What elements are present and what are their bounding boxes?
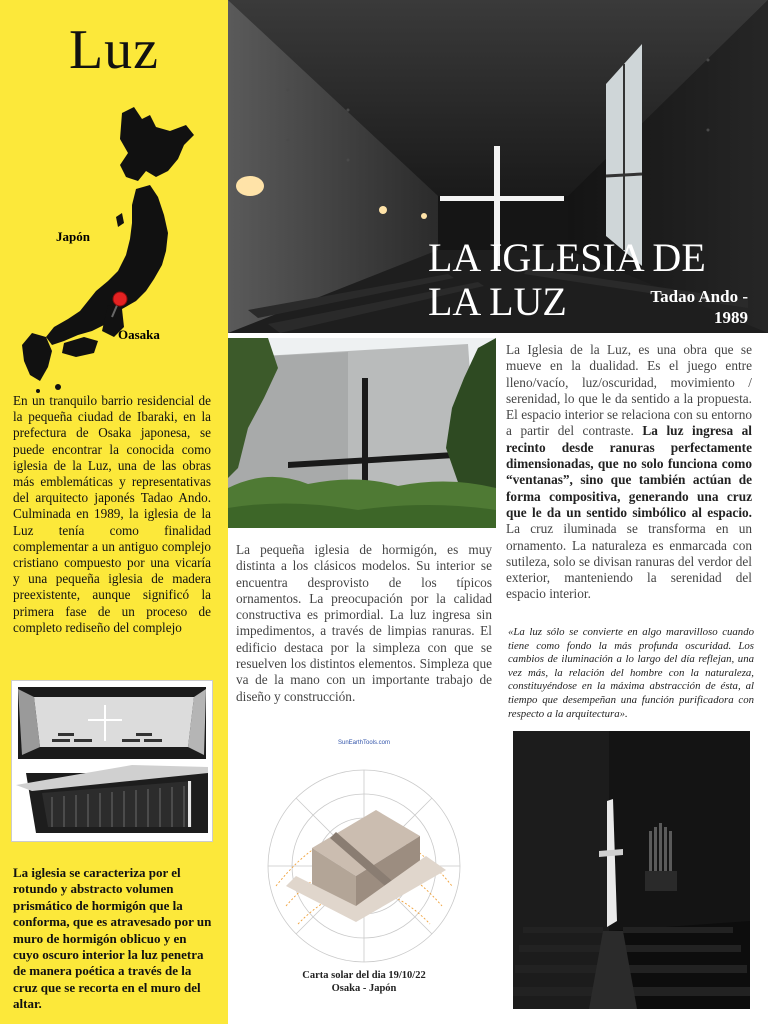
map-label-japon: Japón <box>56 229 90 244</box>
hero-author <box>600 286 748 328</box>
japan-map <box>18 105 228 395</box>
section-drawing <box>11 680 213 842</box>
sun-chart-caption <box>246 970 482 995</box>
ando-quote: «La luz sólo se convierte en algo maravilloso cuando tiene como fondo la más profunda oscuridad. Los cambios de iluminación a lo largo del día reflejan, una vez más, la relación del hombre con la naturaleza, constituyéndose en la máxima abstracción de ésta, al tiempo que desempeñan una función purificadora con respecto a la arquitectura». <box>508 626 754 720</box>
hero-title-line1: LA IGLESIA DE <box>428 235 706 280</box>
facade-photo <box>228 338 496 528</box>
summary-text: La iglesia se caracteriza por el rotundo y abstracto volumen prismático de hormigón que la conforma, que es atravesado por un muro de hormigón oblicuo y en cuyo oscuro interior la luz penetra de manera poética a través de la cruz que se recorta en el muro del altar. <box>13 865 212 1012</box>
hero-title-line2: LA LUZ <box>428 279 567 324</box>
right-paragraph-bold: La luz ingresa al recinto desde ranuras perfectamente dimensionadas, que no solo funciona como “ventanas”, sino que también actúan de forma compositiva, generando una cruz que le da un sentido simbólico al espacio. <box>506 423 753 520</box>
right-paragraph-1: La Iglesia de la Luz, es una obra que se mueve en la dualidad. Es el juego entre lleno/vacío, luz/oscuridad, movimiento / serenidad, lo que le da sentido a la propuesta. El espacio interior se relaciona con su entorno a partir del contraste. <box>506 342 752 439</box>
chart-site-label: SunEarthTools.com <box>337 740 391 746</box>
sun-caption-line1: Carta solar del dia 19/10/22 <box>302 970 426 981</box>
map-pin-icon <box>113 292 127 306</box>
intro-text: En un tranquilo barrio residencial de la pequeña ciudad de Ibaraki, en la prefectura de Osaka japonesa, se puede encontrar la conocida como iglesia de la Luz, una de las obras más emblemáticas y representativas del arquitecto japonés Tadao Ando. Culminada en 1989, la iglesia de la Luz tenía como finalidad complementar a un antiguo complejo cristiano compuesto por una vicaría y una pequeña iglesia de madera preexistente, aunque significó la primera fase de un proceso de completo rediseño del complejo <box>13 393 211 635</box>
sun-path-chart <box>246 736 482 966</box>
right-paragraph-2: La cruz iluminada se transforma en un ornamento. La naturaleza es enmarcada con sutileza, solo se divisan ranuras del verdor del exterior, manteniendo la serenidad del espacio interior. <box>506 521 752 602</box>
page-title: Luz <box>68 19 160 81</box>
map-label-osaka: Oasaka <box>118 327 160 342</box>
interior-photo <box>513 731 750 1009</box>
right-description <box>506 342 752 603</box>
middle-description: La pequeña iglesia de hormigón, es muy distinta a los clásicos modelos. Su interior se encuentra desprovisto de los típicos ornamentos. La preocupación por la calidad constructiva es primordial. La luz ingresa sin impedimentos, a través de limpias ranuras. El edificio destaca por la simpleza con que se resuelven los distintos elementos. Simpleza que va de la mano con un importante trabajo de diseño y construcción. <box>236 542 492 704</box>
sun-caption-line2: Osaka - Japón <box>331 982 397 994</box>
hero-author-line2: 1989 <box>714 308 748 327</box>
hero-author-line1: Tadao Ando - <box>650 287 748 306</box>
